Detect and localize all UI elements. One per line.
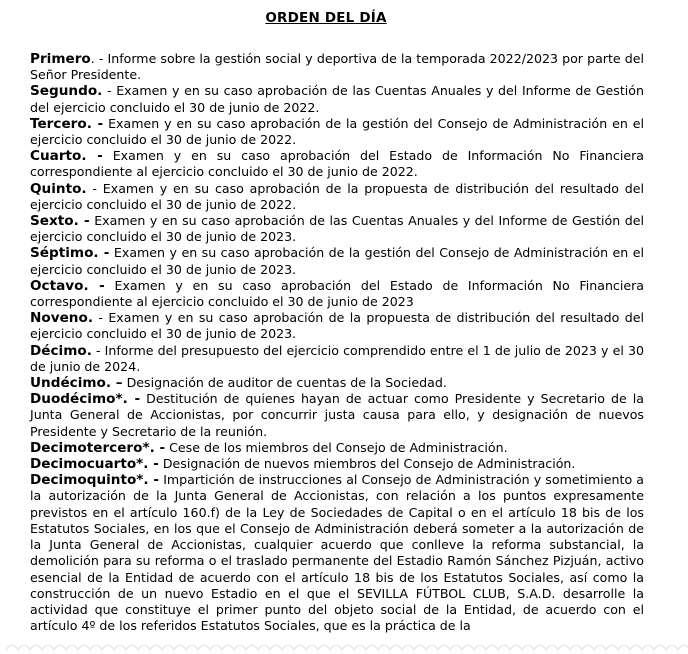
agenda-item-label: Séptimo. - <box>30 245 110 262</box>
watermark-wave <box>54 645 78 650</box>
agenda-item <box>30 83 644 115</box>
agenda-item <box>30 278 644 310</box>
agenda-item-separator: - <box>86 180 103 196</box>
agenda-item <box>30 343 644 375</box>
agenda-item-separator: - <box>102 83 117 99</box>
bottom-pattern-watermark <box>0 632 688 654</box>
watermark-wave <box>222 645 246 650</box>
agenda-item <box>30 391 644 440</box>
watermark-wave <box>390 645 414 650</box>
watermark-wave <box>606 645 630 650</box>
watermark-wave <box>270 645 294 650</box>
agenda-item-label: Tercero. - <box>30 115 104 132</box>
watermark-wave <box>462 645 486 650</box>
watermark-wave <box>318 645 342 650</box>
agenda-item <box>30 148 644 180</box>
agenda-heading: ORDEN DEL DÍA <box>265 10 387 26</box>
agenda-item-label: Sexto. - <box>30 213 90 230</box>
watermark-wave <box>342 645 366 650</box>
agenda-item-label: Octavo. - <box>30 277 105 294</box>
agenda-item-label: Segundo. <box>30 83 103 100</box>
watermark-wave <box>654 645 678 650</box>
agenda-item-separator <box>105 278 115 293</box>
agenda-item-label: Decimoquinto*. - <box>30 472 160 489</box>
agenda-item-text: Examen y en su caso aprobación de la propuesta de distribución del resultado del ejercicio concluido el 30 de junio de 2022. <box>30 180 644 212</box>
agenda-item <box>30 310 644 342</box>
watermark-wave <box>294 645 318 650</box>
agenda-item-text: Informe sobre la gestión social y deportiva de la temporada 2022/2023 por parte del Señor Presidente. <box>30 51 644 83</box>
watermark-wave <box>126 645 150 650</box>
agenda-item-text: Examen y en su caso aprobación de la gestión del Consejo de Administración en el ejercicio concluido el 30 de junio de 2023. <box>30 245 644 277</box>
agenda-item-separator <box>103 148 113 163</box>
watermark-wave <box>246 645 270 650</box>
agenda-item-label: Quinto. <box>30 180 87 197</box>
agenda-item-text: Examen y en su caso aprobación de la gestión del Consejo de Administración en el ejercicio concluido el 30 de junio de 2022. <box>30 115 645 148</box>
agenda-item-text: Informe del presupuesto del ejercicio comprendido entre el 1 de julio de 2023 y el 30 de junio de 2024. <box>30 342 644 374</box>
agenda-item-text: Examen y en su caso aprobación del Estado de Información No Financiera correspondiente al ejercicio concluido el 30 de junio de 2023 <box>30 277 644 310</box>
agenda-item-label: Primero <box>30 51 91 67</box>
agenda-item-separator: - <box>92 310 109 326</box>
agenda-item-text: Examen y en su caso aprobación de las Cuentas Anuales y del Informe de Gestión del ejercicio concluido el 30 de junio de 2023. <box>30 213 645 245</box>
agenda-item-text: Examen y en su caso aprobación del Estado de Información No Financiera correspondiente al ejercicio concluido el 30 de junio de 2022. <box>30 148 644 180</box>
watermark-wave <box>174 645 198 650</box>
agenda-item <box>30 456 644 472</box>
agenda-item-label: Undécimo. – <box>30 375 123 392</box>
watermark-wave <box>366 645 390 650</box>
agenda-item-separator: - <box>91 342 105 358</box>
watermark-wave <box>510 645 534 650</box>
agenda-item <box>30 440 644 456</box>
watermark-wave <box>150 645 174 650</box>
agenda-item-label: Decimocuarto*. - <box>30 456 159 473</box>
watermark-wave <box>678 645 688 650</box>
watermark-wave <box>198 645 222 650</box>
watermark-wave <box>414 645 438 650</box>
agenda-item-text: Cese de los miembros del Consejo de Administración. <box>169 439 508 455</box>
agenda-item <box>30 51 644 83</box>
watermark-wave <box>6 645 30 650</box>
agenda-item-text: Impartición de instrucciones al Consejo de Administración y sometimiento a la autorización de la Junta General de Accionistas, con relación a los puntos expresamente previstos en el artículo 160.f) de la Ley de Sociedades de Capital o en el artículo 18 bis de los Estatutos Sociales, en los que el Consejo de Administración deberá someter a la autorización de la Junta General de Accionistas, cualquier acuerdo que conlleve la reforma substancial, la demolición para su reforma o el traslado permanente del Estadio Ramón Sánchez Pizjuán, activo esencial de la Entidad de acuerdo con el artículo 18 bis de los Estatutos Sociales, así como la construcción de un nuevo Estadio en el que el SEVILLA FÚTBOL CLUB, S.A.D. desarrolle la actividad que constituye el primer punto del objeto social de la Entidad, de acuerdo con el artículo 4º de los referidos Estatutos Sociales, que es la práctica de la <box>30 472 644 634</box>
watermark-wave <box>486 645 510 650</box>
agenda-list <box>30 51 644 634</box>
watermark-wave <box>30 645 54 650</box>
agenda-item <box>30 213 644 245</box>
agenda-item-text: Designación de nuevos miembros del Consejo de Administración. <box>162 456 576 472</box>
watermark-wave <box>78 645 102 650</box>
watermark-wave <box>582 645 606 650</box>
agenda-item-label: Noveno. <box>30 310 93 327</box>
agenda-item-text: Examen y en su caso aprobación de la propuesta de distribución del resultado del ejercicio concluido el 30 de junio de 2023. <box>30 310 644 342</box>
watermark-wave <box>630 645 654 650</box>
agenda-item <box>30 375 644 391</box>
agenda-item-text: Examen y en su caso aprobación de las Cuentas Anuales y del Informe de Gestión del ejercicio concluido el 30 de junio de 2022. <box>30 83 644 115</box>
agenda-item <box>30 116 644 148</box>
agenda-item <box>30 181 644 213</box>
agenda-item <box>30 472 644 634</box>
agenda-item-label: Cuarto. - <box>30 148 103 165</box>
watermark-wave <box>438 645 462 650</box>
watermark-wave <box>102 645 126 650</box>
agenda-item-label: Décimo. <box>30 342 92 359</box>
watermark-wave <box>558 645 582 650</box>
agenda-item-text: Destitución de quienes hayan de actuar como Presidente y Secretario de la Junta General de Accionistas, por concurrir justa causa para ello, y designación de nuevos Presidente y Secretario de la reunión. <box>30 391 644 439</box>
agenda-item-label: Duodécimo*. - <box>30 391 141 408</box>
watermark-wave <box>534 645 558 650</box>
agenda-item <box>30 245 644 277</box>
agenda-item-label: Decimotercero*. - <box>30 439 166 456</box>
agenda-item-text: Designación de auditor de cuentas de la Sociedad. <box>126 375 447 391</box>
agenda-item-separator: . - <box>90 51 108 66</box>
